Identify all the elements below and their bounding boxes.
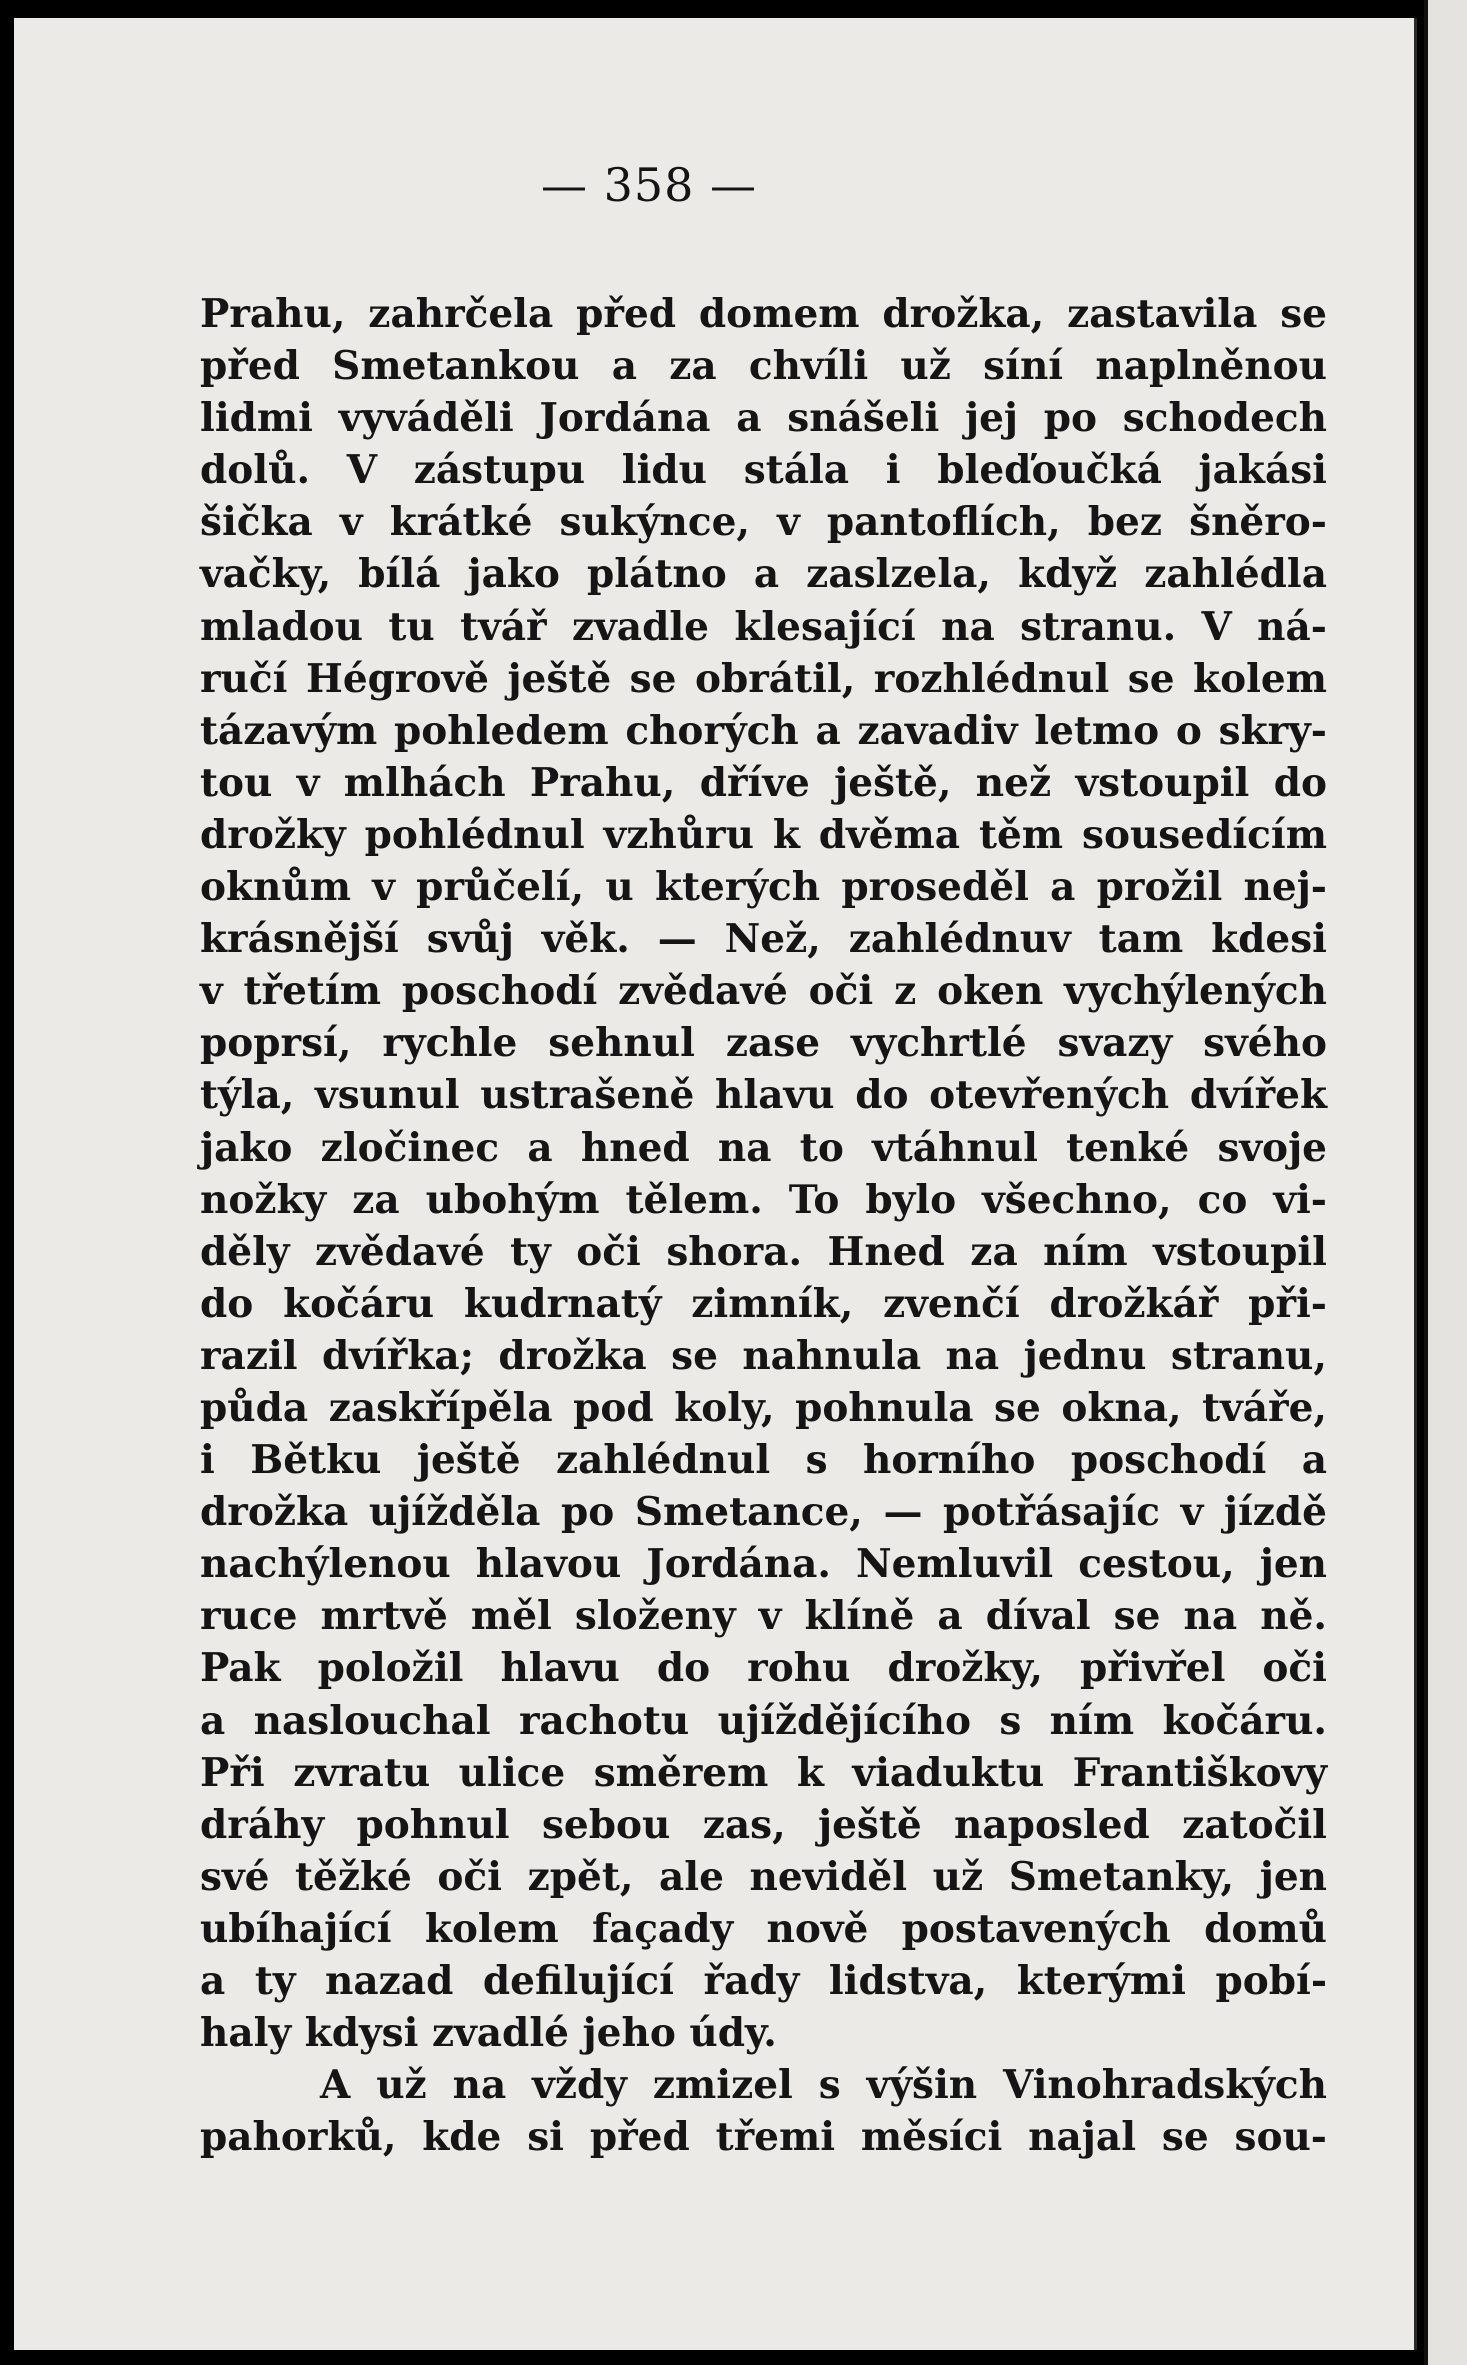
- text-line: šička v krátké sukýnce, v pantoflích, bez šněro-: [200, 499, 1327, 546]
- text-line: dolů. V zástupu lidu stála i bleďoučká jakási: [200, 447, 1327, 494]
- text-line: pahorků, kde si před třemi měsíci najal se sou-: [200, 2114, 1327, 2161]
- text-line: lidmi vyváděli Jordána a snášeli jej po schodech: [200, 395, 1327, 442]
- text-line: týla, vsunul ustrašeně hlavu do otevřených dvířek: [200, 1072, 1327, 1119]
- adjacent-page-edge: [1424, 0, 1467, 2365]
- text-line: půda zaskřípěla pod koly, pohnula se okna, tváře,: [200, 1384, 1327, 1431]
- text-line: i Bětku ještě zahlédnul s horního poschodí a: [200, 1437, 1327, 1484]
- text-line: ruce mrtvě měl složeny v klíně a díval se na ně.: [200, 1593, 1327, 1640]
- paragraph-start-line: A už na vždy zmizel s výšin Vinohradských: [320, 2062, 1327, 2109]
- book-page: [14, 18, 1417, 2350]
- text-line: Prahu, zahrčela před domem drožka, zastavila se: [200, 291, 1327, 337]
- text-line: oknům v průčelí, u kterých proseděl a prožil nej-: [200, 864, 1327, 911]
- paragraph-end-line: haly kdysi zvadlé jeho údy.: [200, 2010, 777, 2057]
- text-line: v třetím poschodí zvědavé oči z oken vychýlených: [200, 968, 1327, 1015]
- text-line: tázavým pohledem chorých a zavadiv letmo o skry-: [200, 707, 1327, 754]
- text-line: Pak položil hlavu do rohu drožky, přivřel oči: [200, 1645, 1327, 1692]
- text-line: jako zločinec a hned na to vtáhnul tenké svoje: [200, 1124, 1327, 1171]
- text-line: a naslouchal rachotu ujíždějícího s ním kočáru.: [200, 1697, 1327, 1744]
- text-line: do kočáru kudrnatý zimník, zvenčí drožkář při-: [200, 1280, 1327, 1327]
- text-line: Při zvratu ulice směrem k viaduktu Františkovy: [200, 1749, 1327, 1796]
- text-line: nachýlenou hlavou Jordána. Nemluvil cestou, jen: [200, 1541, 1327, 1588]
- text-line: razil dvířka; drožka se nahnula na jednu stranu,: [200, 1332, 1327, 1379]
- text-line: děly zvědavé ty oči shora. Hned za ním vstoupil: [200, 1228, 1327, 1275]
- text-line: své těžké oči zpět, ale neviděl už Smetanky, jen: [200, 1853, 1327, 1900]
- text-line: ručí Hégrově ještě se obrátil, rozhlédnul se kolem: [200, 655, 1327, 702]
- text-line: vačky, bílá jako plátno a zaslzela, když zahlédla: [200, 551, 1327, 598]
- text-line: dráhy pohnul sebou zas, ještě naposled zatočil: [200, 1801, 1327, 1848]
- text-line: nožky za ubohým tělem. To bylo všechno, co vi-: [200, 1176, 1327, 1223]
- text-line: ubíhající kolem façady nově postavených domů: [200, 1905, 1327, 1952]
- text-line: tou v mlhách Prahu, dříve ještě, než vstoupil do: [200, 759, 1327, 806]
- text-line: krásnější svůj věk. — Než, zahlédnuv tam kdesi: [200, 916, 1327, 963]
- text-line: poprsí, rychle sehnul zase vychrtlé svazy svého: [200, 1020, 1327, 1067]
- page-number: — 358 —: [540, 158, 758, 212]
- body-text: [200, 288, 1327, 2163]
- text-line: před Smetankou a za chvíli už síní naplněnou: [200, 343, 1327, 390]
- text-line: a ty nazad defilující řady lidstva, kterými pobí-: [200, 1958, 1327, 2004]
- text-line: mladou tu tvář zvadle klesající na stranu. V ná-: [200, 603, 1327, 650]
- text-line: drožka ujížděla po Smetance, — potřásajíc v jízdě: [200, 1489, 1327, 1536]
- text-line: drožky pohlédnul vzhůru k dvěma těm sousedícím: [200, 811, 1327, 858]
